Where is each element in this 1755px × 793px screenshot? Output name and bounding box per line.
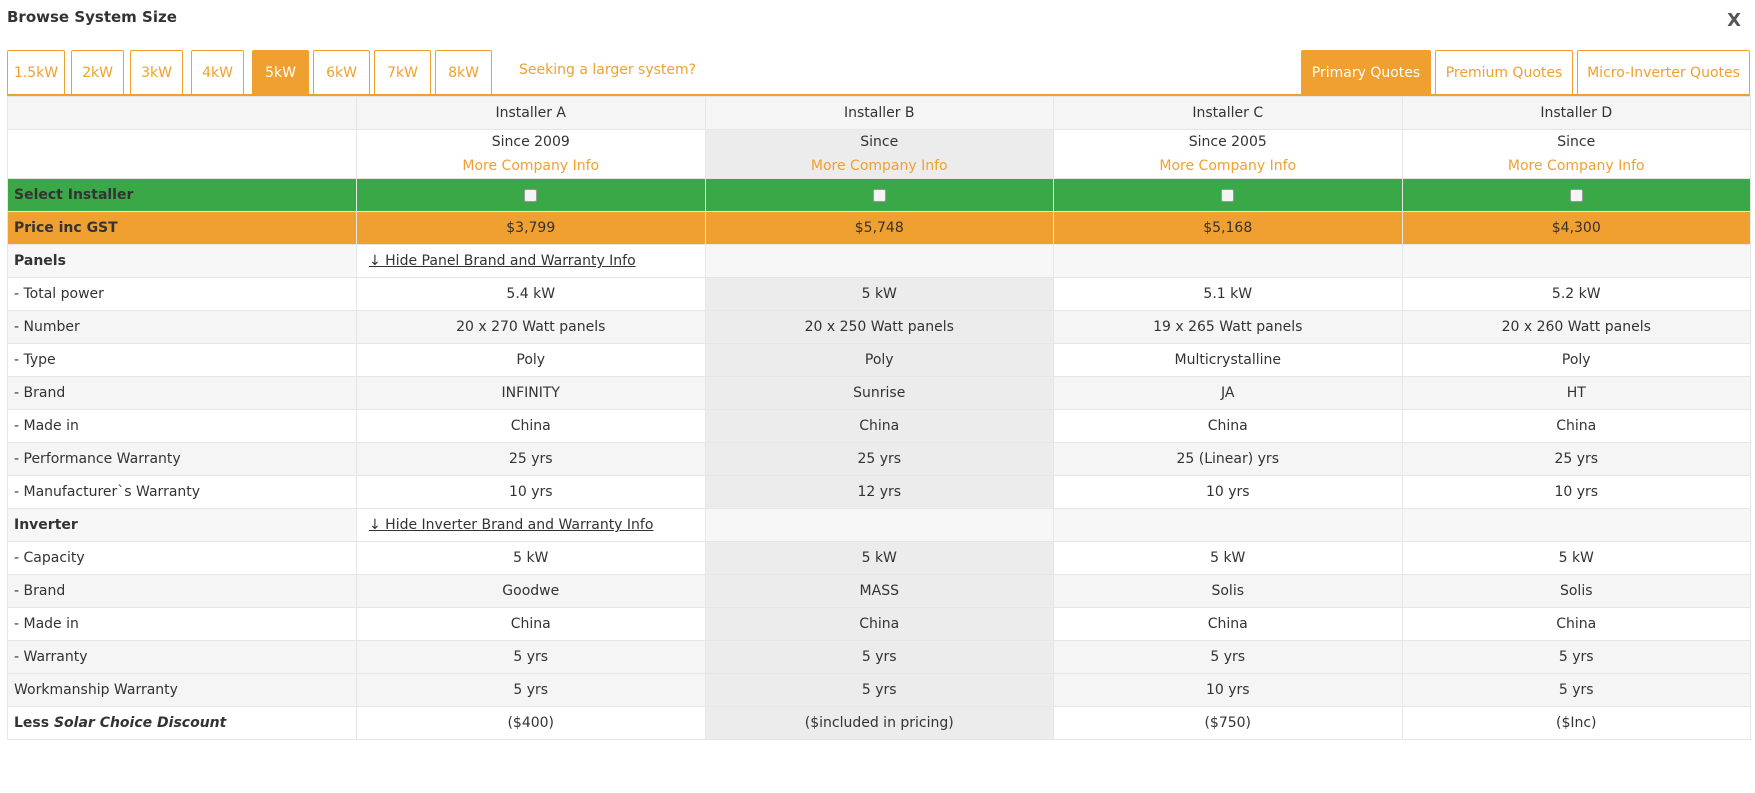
close-button[interactable]: X: [1727, 10, 1741, 31]
spec-row: [8, 575, 1751, 608]
installer-info-cell: [357, 130, 706, 179]
inverter-section-row: [8, 509, 1751, 542]
tab-size-1-5kw[interactable]: 1.5kW: [7, 50, 65, 94]
row-value: China: [357, 410, 706, 443]
more-company-info-link[interactable]: More Company Info: [1507, 158, 1645, 174]
row-value: China: [1054, 608, 1403, 641]
row-value: 19 x 265 Watt panels: [1054, 311, 1403, 344]
row-value: 10 yrs: [357, 476, 706, 509]
spec-row: [8, 641, 1751, 674]
installer-info-cell: [705, 130, 1054, 179]
spec-row: [8, 608, 1751, 641]
modal-title: Browse System Size: [7, 8, 177, 26]
empty-cell: [705, 509, 1054, 542]
tab-size-4kw[interactable]: 4kW: [191, 50, 244, 94]
tab-premium-quotes[interactable]: Premium Quotes: [1435, 50, 1573, 94]
row-value: China: [357, 608, 706, 641]
row-label: - Made in: [8, 608, 357, 641]
row-value: ($included in pricing): [705, 707, 1054, 740]
row-value: 20 x 260 Watt panels: [1402, 311, 1751, 344]
comparison-table: [7, 96, 1751, 740]
row-value: 25 yrs: [1402, 443, 1751, 476]
row-value: Goodwe: [357, 575, 706, 608]
row-value: ($Inc): [1402, 707, 1751, 740]
row-value: ($400): [357, 707, 706, 740]
row-value: 5 yrs: [1054, 641, 1403, 674]
price-row: [8, 212, 1751, 245]
empty-cell: [705, 245, 1054, 278]
empty-cell: [1402, 509, 1751, 542]
installer-name: Installer A: [357, 97, 706, 130]
tab-size-6kw[interactable]: 6kW: [313, 50, 370, 94]
spec-row: [8, 476, 1751, 509]
select-cell: [1402, 179, 1751, 212]
seek-larger-link[interactable]: Seeking a larger system?: [519, 62, 697, 78]
row-label: - Type: [8, 344, 357, 377]
row-label: - Performance Warranty: [8, 443, 357, 476]
row-value: Sunrise: [705, 377, 1054, 410]
more-company-info-link[interactable]: More Company Info: [462, 158, 600, 174]
row-label: - Brand: [8, 575, 357, 608]
price-value: $5,748: [705, 212, 1054, 245]
installer-name: Installer B: [705, 97, 1054, 130]
row-value: Solis: [1054, 575, 1403, 608]
row-value: 10 yrs: [1402, 476, 1751, 509]
row-value: 5 kW: [705, 278, 1054, 311]
more-company-info-link[interactable]: More Company Info: [1159, 158, 1297, 174]
row-value: 10 yrs: [1054, 476, 1403, 509]
row-label: - Manufacturer`s Warranty: [8, 476, 357, 509]
tab-size-3kw[interactable]: 3kW: [130, 50, 183, 94]
select-cell: [705, 179, 1054, 212]
installer-info-row: [8, 130, 1751, 179]
tab-size-8kw[interactable]: 8kW: [435, 50, 492, 94]
empty-cell: [1054, 245, 1403, 278]
row-value: 25 (Linear) yrs: [1054, 443, 1403, 476]
row-value: INFINITY: [357, 377, 706, 410]
empty-cell: [1402, 245, 1751, 278]
row-value: 20 x 270 Watt panels: [357, 311, 706, 344]
row-value: 5 kW: [705, 542, 1054, 575]
row-value: China: [705, 608, 1054, 641]
row-value: 5.2 kW: [1402, 278, 1751, 311]
row-value: 5 kW: [1054, 542, 1403, 575]
tab-size-7kw[interactable]: 7kW: [374, 50, 431, 94]
installer-name: Installer D: [1402, 97, 1751, 130]
panel-rows: [8, 278, 1751, 509]
select-installer-checkbox[interactable]: [873, 189, 886, 202]
row-value: China: [705, 410, 1054, 443]
row-value: Poly: [1402, 344, 1751, 377]
installer-info-cell: [1402, 130, 1751, 179]
tabs-row: [7, 50, 1750, 96]
row-value: Poly: [357, 344, 706, 377]
installer-info-cell: [1054, 130, 1403, 179]
hide-panel-info-link[interactable]: ↓ Hide Panel Brand and Warranty Info: [369, 253, 636, 269]
select-installer-row: [8, 179, 1751, 212]
inverter-heading: Inverter: [8, 509, 357, 542]
select-installer-checkbox[interactable]: [524, 189, 537, 202]
installer-name: Installer C: [1054, 97, 1403, 130]
workmanship-row: [8, 674, 1751, 707]
hide-inverter-info-link[interactable]: ↓ Hide Inverter Brand and Warranty Info: [369, 517, 654, 533]
row-value: Poly: [705, 344, 1054, 377]
since-text: Since: [1557, 134, 1596, 150]
select-installer-label: Select Installer: [8, 179, 357, 212]
row-value: 25 yrs: [705, 443, 1054, 476]
installer-header-row: [8, 97, 1751, 130]
since-text: Since 2009: [491, 134, 570, 150]
row-value: 5 yrs: [1402, 641, 1751, 674]
row-value: 10 yrs: [1054, 674, 1403, 707]
row-value: 12 yrs: [705, 476, 1054, 509]
row-value: 25 yrs: [357, 443, 706, 476]
more-company-info-link[interactable]: More Company Info: [810, 158, 948, 174]
row-value: 5 yrs: [705, 674, 1054, 707]
empty-cell: [8, 97, 357, 130]
spec-row: [8, 344, 1751, 377]
row-value: China: [1054, 410, 1403, 443]
select-cell: [1054, 179, 1403, 212]
less-text: Less: [14, 715, 54, 731]
row-label: - Warranty: [8, 641, 357, 674]
discount-label: [8, 707, 357, 740]
row-value: 5 yrs: [1402, 674, 1751, 707]
discount-row: [8, 707, 1751, 740]
spec-row: [8, 542, 1751, 575]
price-value: $5,168: [1054, 212, 1403, 245]
spec-row: [8, 278, 1751, 311]
row-value: 5.1 kW: [1054, 278, 1403, 311]
tab-size-2kw[interactable]: 2kW: [71, 50, 124, 94]
spec-row: [8, 377, 1751, 410]
spec-row: [8, 443, 1751, 476]
spec-row: [8, 410, 1751, 443]
row-value: 20 x 250 Watt panels: [705, 311, 1054, 344]
row-value: MASS: [705, 575, 1054, 608]
row-label: - Number: [8, 311, 357, 344]
row-label: - Brand: [8, 377, 357, 410]
row-value: JA: [1054, 377, 1403, 410]
since-text: Since 2005: [1188, 134, 1267, 150]
row-value: 5 yrs: [705, 641, 1054, 674]
row-value: 5 kW: [357, 542, 706, 575]
panels-heading: Panels: [8, 245, 357, 278]
row-value: 5 kW: [1402, 542, 1751, 575]
price-value: $4,300: [1402, 212, 1751, 245]
row-label: - Capacity: [8, 542, 357, 575]
row-label: - Total power: [8, 278, 357, 311]
row-value: China: [1402, 608, 1751, 641]
price-label: Price inc GST: [8, 212, 357, 245]
row-label: Workmanship Warranty: [8, 674, 357, 707]
empty-cell: [8, 130, 357, 179]
select-installer-checkbox[interactable]: [1221, 189, 1234, 202]
row-value: 5 yrs: [357, 641, 706, 674]
row-value: ($750): [1054, 707, 1403, 740]
select-cell: [357, 179, 706, 212]
panels-section-row: [8, 245, 1751, 278]
since-text: Since: [860, 134, 899, 150]
row-value: 5 yrs: [357, 674, 706, 707]
tab-micro-inverter-quotes[interactable]: Micro-Inverter Quotes: [1577, 50, 1750, 94]
discount-brand: Solar Choice Discount: [53, 715, 227, 731]
price-value: $3,799: [357, 212, 706, 245]
row-label: - Made in: [8, 410, 357, 443]
inverter-rows: [8, 542, 1751, 674]
tab-primary-quotes[interactable]: Primary Quotes: [1301, 50, 1431, 94]
toggle-cell: [357, 245, 706, 278]
spec-row: [8, 311, 1751, 344]
toggle-cell: [357, 509, 706, 542]
row-value: Multicrystalline: [1054, 344, 1403, 377]
empty-cell: [1054, 509, 1403, 542]
row-value: HT: [1402, 377, 1751, 410]
row-value: 5.4 kW: [357, 278, 706, 311]
tab-size-5kw[interactable]: 5kW: [252, 50, 309, 94]
row-value: Solis: [1402, 575, 1751, 608]
select-installer-checkbox[interactable]: [1570, 189, 1583, 202]
row-value: China: [1402, 410, 1751, 443]
